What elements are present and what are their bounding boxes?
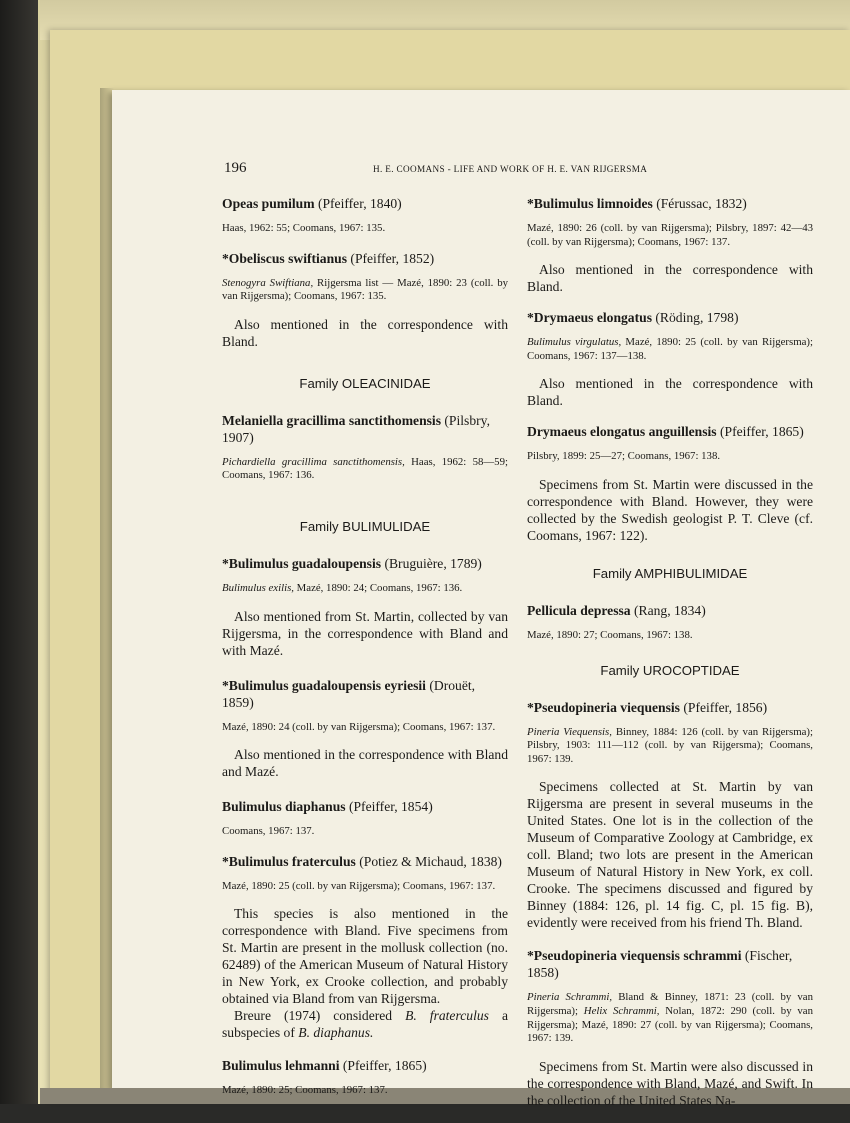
page-number: 196	[224, 160, 247, 176]
species-note: Also mentioned in the correspondence with Bland.	[527, 376, 813, 409]
species-note: Specimens from St. Martin were also discussed in the correspondence with Bland, Mazé, and Swift. In the collection of the United States Na-	[527, 1058, 813, 1108]
species-entry-title: *Drymaeus elongatus (Röding, 1798)	[527, 310, 739, 326]
species-note: Also mentioned in the correspondence with Bland.	[527, 262, 813, 295]
species-entry-title: *Obeliscus swiftianus (Pfeiffer, 1852)	[222, 250, 435, 266]
family-heading: Family UROCOPTIDAE	[600, 662, 740, 678]
species-entry-title: *Bulimulus fraterculus (Potiez & Michaud, 1838)	[222, 853, 502, 869]
species-reference: Bulimulus exilis, Mazé, 1890: 24; Coomans, 1967: 136.	[222, 581, 463, 594]
species-entry-title: *Bulimulus limnoides (Férussac, 1832)	[527, 196, 747, 211]
species-note: This species is also mentioned in the correspondence with Bland. Five specimens from St. Martin are present in the mollusk collection (no. 62489) of the American Museum of Natural History in New York, ex Crooke collection, and probably obtained via Bland from van Rijgersma.	[222, 906, 508, 1007]
species-note: Also mentioned from St. Martin, collected by van Rijgersma, in the correspondence with Bland and with Mazé.	[222, 608, 508, 658]
species-entry-title: Melaniella gracillima sanctithomensis (Pilsbry, 1907)	[222, 412, 490, 445]
binder-edge	[0, 0, 40, 1104]
species-note: Also mentioned in the correspondence with Bland and Mazé.	[222, 747, 508, 780]
right-column	[527, 195, 813, 1123]
species-note: Specimens collected at St. Martin by van Rijgersma are present in several museums in the United States. One lot is in the collection of the Museum of Comparative Zoology at Cambridge, ex coll. Bland; two lots are present in the American Museum of Natural History in New York, ex coll. Crooke. The specimens discussed and figured by Binney (1884: 126, pl. 14 fig. C, pl. 15 fig. B), evidently were received from his friend Th. Bland.	[527, 779, 813, 931]
species-entry-title: Pellicula depressa (Rang, 1834)	[527, 602, 706, 618]
species-entry-title: *Pseudopineria viequensis (Pfeiffer, 1856)	[527, 699, 768, 715]
species-entry-title: Bulimulus lehmanni (Pfeiffer, 1865)	[222, 1058, 427, 1074]
species-reference: Pineria Viequensis, Binney, 1884: 126 (coll. by van Rijgersma); Pilsbry, 1903: 111—112 (coll. by van Rijgersma); Coomans, 1967: 139.	[527, 725, 813, 765]
family-heading: Family AMPHIBULIMIDAE	[592, 565, 748, 581]
family-heading: Family OLEACINIDAE	[299, 375, 431, 391]
left-column	[222, 195, 508, 1110]
species-reference: Pilsbry, 1899: 25—27; Coomans, 1967: 138.	[527, 450, 721, 463]
species-reference: Stenogyra Swiftiana, Rijgersma list — Mazé, 1890: 23 (coll. by van Rijgersma); Coomans, 1967: 135.	[222, 276, 508, 303]
species-reference: Coomans, 1967: 137.	[222, 825, 315, 838]
species-reference: Mazé, 1890: 25; Coomans, 1967: 137.	[222, 1084, 388, 1097]
species-reference: Mazé, 1890: 25 (coll. by van Rijgersma); Coomans, 1967: 137.	[222, 879, 496, 892]
species-entry-title: *Bulimulus guadaloupensis eyriesii (Drouët, 1859)	[222, 677, 476, 710]
species-note: Breure (1974) considered B. fraterculus a subspecies of B. diaphanus.	[222, 1008, 508, 1041]
species-reference: Mazé, 1890: 27; Coomans, 1967: 138.	[527, 628, 693, 641]
species-entry-title: Drymaeus elongatus anguillensis (Pfeiffer, 1865)	[527, 424, 804, 440]
species-entry-title: *Bulimulus guadaloupensis (Bruguière, 1789)	[222, 555, 482, 571]
species-entry-title: Opeas pumilum (Pfeiffer, 1840)	[222, 196, 402, 211]
species-reference: Haas, 1962: 55; Coomans, 1967: 135.	[222, 222, 386, 234]
species-reference: Pichardiella gracillima sanctithomensis, Haas, 1962: 58—59; Coomans, 1967: 136.	[222, 455, 508, 482]
species-reference: Bulimulus virgulatus, Mazé, 1890: 25 (coll. by van Rijgersma); Coomans, 1967: 137—138.	[527, 336, 813, 362]
running-title: H. E. COOMANS - LIFE AND WORK OF H. E. VAN RIJGERSMA	[373, 164, 648, 174]
species-reference: Pineria Schrammi, Bland & Binney, 1871: 23 (coll. by van Rijgersma); Helix Schrammi, Nolan, 1872: 290 (coll. by van Rijgersma); Mazé, 1890: 27 (coll. by van Rijgersma); Coomans, 1967: 139.	[527, 991, 813, 1045]
species-entry-title: Bulimulus diaphanus (Pfeiffer, 1854)	[222, 799, 433, 815]
species-reference: Mazé, 1890: 24 (coll. by van Rijgersma); Coomans, 1967: 137.	[222, 720, 496, 733]
species-entry-title: *Pseudopineria viequensis schrammi (Fischer, 1858)	[527, 948, 793, 981]
species-reference: Mazé, 1890: 26 (coll. by van Rijgersma); Pilsbry, 1897: 42—43 (coll. by van Rijgersma); Coomans, 1967: 137.	[527, 222, 813, 248]
species-note: Also mentioned in the correspondence with Bland.	[222, 316, 508, 349]
family-heading: Family BULIMULIDAE	[299, 518, 431, 534]
species-note: Specimens from St. Martin were discussed in the correspondence with Bland. However, they were collected by the Swedish geologist P. T. Cleve (cf. Coomans, 1967: 122).	[527, 476, 813, 543]
